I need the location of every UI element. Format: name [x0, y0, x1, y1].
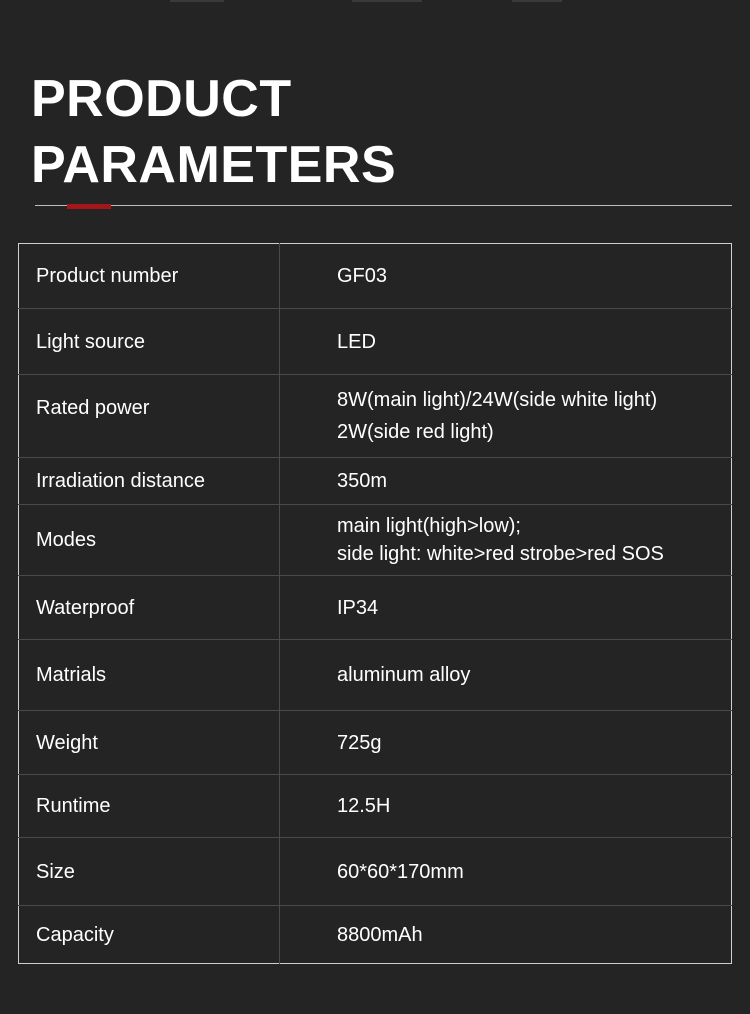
table-row-modes [19, 505, 732, 576]
top-decoration-segment [170, 0, 224, 2]
table-row-weight [19, 711, 732, 775]
param-label: Product number [19, 244, 280, 309]
param-label: Size [19, 838, 280, 906]
table-row-waterproof [19, 576, 732, 640]
param-value: 350m [280, 458, 732, 505]
param-label: Modes [19, 505, 280, 576]
param-value: 60*60*170mm [280, 838, 732, 906]
param-value: 725g [280, 711, 732, 775]
table-row-rated-power [19, 375, 732, 458]
param-value [280, 375, 732, 458]
param-value: LED [280, 309, 732, 375]
table-row-materials [19, 640, 732, 711]
param-label: Runtime [19, 775, 280, 838]
param-value [280, 505, 732, 576]
top-decoration [0, 0, 750, 2]
page-title [31, 66, 396, 198]
table-row-capacity [19, 906, 732, 964]
param-value: IP34 [280, 576, 732, 640]
param-value: 12.5H [280, 775, 732, 838]
table-row-irradiation-distance [19, 458, 732, 505]
param-value: 8800mAh [337, 923, 423, 946]
table-row-runtime [19, 775, 732, 838]
table-row-size [19, 838, 732, 906]
page-title-line-1: PRODUCT [31, 70, 292, 128]
param-label: Waterproof [19, 576, 280, 640]
title-divider [35, 205, 732, 206]
parameters-table [18, 243, 732, 964]
title-divider-accent [67, 204, 111, 209]
table-row-light-source [19, 309, 732, 375]
param-label: Light source [19, 309, 280, 375]
page-title-line-2: PARAMETERS [31, 136, 397, 194]
param-value: GF03 [280, 244, 732, 309]
param-value-line-2: 2W(side red light) [337, 421, 494, 443]
param-label: Capacity [19, 906, 280, 964]
param-label: Irradiation distance [19, 458, 280, 505]
table-row-product-number [19, 244, 732, 309]
param-value-line-2: side light: white>red strobe>red SOS [337, 543, 664, 565]
param-label: Weight [19, 711, 280, 775]
param-value-line-1: main light(high>low); [337, 515, 521, 537]
top-decoration-segment [352, 0, 422, 2]
param-label: Rated power [19, 375, 280, 458]
param-value: aluminum alloy [280, 640, 732, 711]
param-label: Matrials [19, 640, 280, 711]
top-decoration-segment [512, 0, 562, 2]
param-value-line-1: 8W(main light)/24W(side white light) [337, 389, 658, 411]
